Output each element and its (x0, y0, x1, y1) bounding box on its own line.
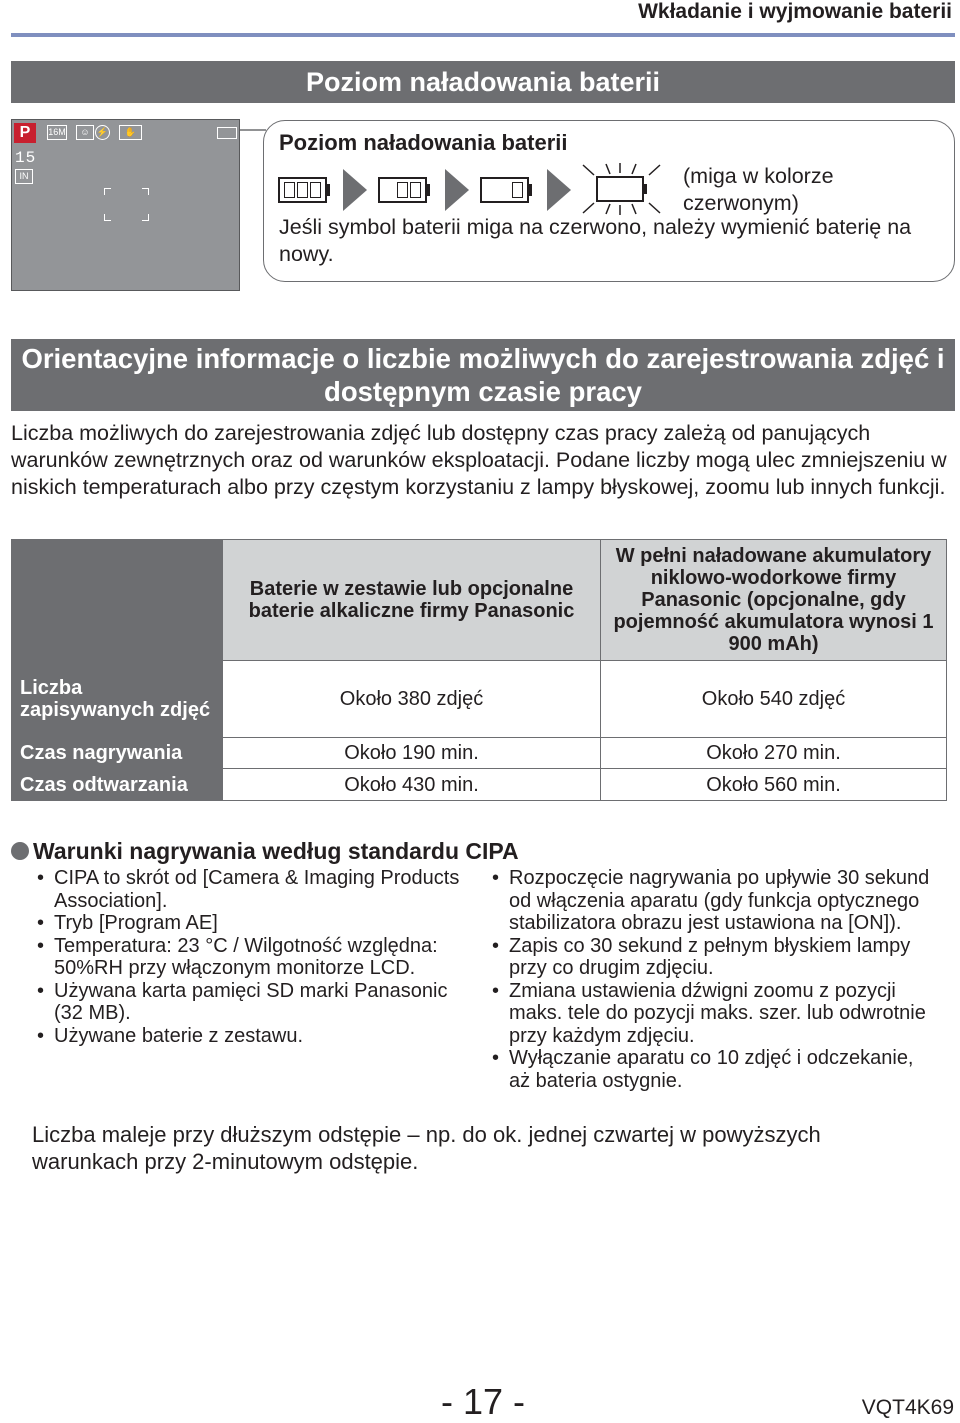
bullet-dot-icon (11, 842, 29, 860)
arrow-right-icon (445, 169, 469, 211)
table-cell: Około 540 zdjęć (601, 661, 947, 738)
list-item: • Temperatura: 23 °C / Wilgotność względna: 50%RH przy włączonym monitorze LCD. (32, 935, 472, 980)
header-rule (11, 33, 955, 37)
intro-paragraph: Liczba możliwych do zarejestrowania zdjęć lub dostępny czas pracy zależą od panujących warunków zewnętrznych oraz od warunków eksploatacji. Podane liczby mogą ulec zmniejszeniu w niskich temperaturach albo przy częstym korzystaniu z lampy błyskowej, zoomu lub innych funkcji. (11, 421, 947, 499)
battery-empty-blinking-icon (580, 163, 666, 215)
table-cell: Około 380 zdjęć (223, 661, 601, 738)
table-cell: Około 190 min. (223, 738, 601, 769)
stabilizer-icon: ✋ (119, 125, 142, 140)
list-item: • CIPA to skrót od [Camera & Imaging Products Association]. (32, 867, 472, 912)
battery-capacity-table (11, 539, 947, 801)
scene-icon: ☺ (76, 125, 94, 140)
picture-count: 15 (15, 149, 37, 167)
cipa-heading-text: Warunki nagrywania według standardu CIPA (33, 838, 519, 864)
list-item: • Używane baterie z zestawu. (32, 1025, 472, 1048)
internal-memory-icon: IN (15, 169, 33, 184)
section-title-battery-level: Poziom naładowania baterii (11, 61, 955, 103)
resolution-icon: 16M (47, 125, 67, 140)
arrow-right-icon (547, 169, 571, 211)
callout-title: Poziom naładowania baterii (279, 130, 568, 155)
list-item: • Zmiana ustawienia dźwigni zoomu z pozycji maks. tele do pozycji maks. szer. lub odwrotnie przy każdym zdjęciu. (487, 980, 937, 1048)
row-label: Liczba zapisywanych zdjęć (12, 661, 223, 738)
battery-one-third-icon (480, 177, 529, 203)
battery-nub (529, 184, 532, 196)
page-number: - 17 - (441, 1381, 526, 1422)
list-item: • Zapis co 30 sekund z pełnym błyskiem lampy przy co drugim zdjęciu. (487, 935, 937, 980)
table-header-nimh: W pełni naładowane akumulatory niklowo-wodorkowe firmy Panasonic (opcjonalne, gdy pojemność akumulatora wynosi 1 900 mAh) (601, 540, 947, 661)
battery-nub (427, 184, 430, 196)
table-row (12, 661, 947, 738)
battery-full-icon (278, 177, 327, 203)
screen-battery-icon (217, 127, 237, 139)
list-item: • Wyłączanie aparatu co 10 zdjęć i odczekanie, aż bateria ostygnie. (487, 1047, 937, 1092)
list-item: • Tryb [Program AE] (32, 912, 472, 935)
document-code: VQT4K69 (861, 1396, 954, 1419)
table-row (12, 769, 947, 801)
cipa-heading (11, 838, 519, 865)
mode-p-icon: P (14, 123, 36, 143)
cipa-footer-note: Liczba maleje przy dłuższym odstępie – np. do ok. jednej czwartej w powyższych warunkach przy 2-minutowym odstępie. (32, 1122, 821, 1174)
list-item: • Używana karta pamięci SD marki Panasonic (32 MB). (32, 980, 472, 1025)
cipa-conditions-left (32, 867, 472, 1047)
af-frame-corner (104, 188, 111, 195)
arrow-right-icon (343, 169, 367, 211)
battery-nub (327, 184, 330, 196)
af-frame-corner (142, 214, 149, 221)
battery-two-thirds-icon (378, 177, 427, 203)
page-header-title: Wkładanie i wyjmowanie baterii (638, 0, 952, 23)
af-frame-corner (142, 188, 149, 195)
table-cell: Około 270 min. (601, 738, 947, 769)
cipa-conditions-right (487, 867, 937, 1092)
af-frame-corner (104, 214, 111, 221)
camera-screen (11, 119, 240, 291)
row-label: Czas nagrywania (12, 738, 223, 769)
section-title-estimates: Orientacyjne informacje o liczbie możliwych do zarejestrowania zdjęć i dostępnym czasie pracy (11, 339, 955, 411)
flash-off-icon: ⚡ (95, 125, 110, 140)
table-row (12, 738, 947, 769)
table-corner (12, 540, 223, 661)
table-cell: Około 430 min. (223, 769, 601, 801)
list-item: • Rozpoczęcie nagrywania po upływie 30 sekund od włączenia aparatu (gdy funkcja optycznego stabilizatora obrazu jest ustawiona na [ON]). (487, 867, 937, 935)
callout-pointer (238, 125, 268, 145)
table-header-alkaline: Baterie w zestawie lub opcjonalne baterie alkaliczne firmy Panasonic (223, 540, 601, 661)
row-label: Czas odtwarzania (12, 769, 223, 801)
battery-replace-note: Jeśli symbol baterii miga na czerwono, należy wymienić baterię na nowy. (279, 215, 912, 266)
table-cell: Około 560 min. (601, 769, 947, 801)
blink-note: (miga w kolorze czerwonym) (683, 164, 834, 215)
